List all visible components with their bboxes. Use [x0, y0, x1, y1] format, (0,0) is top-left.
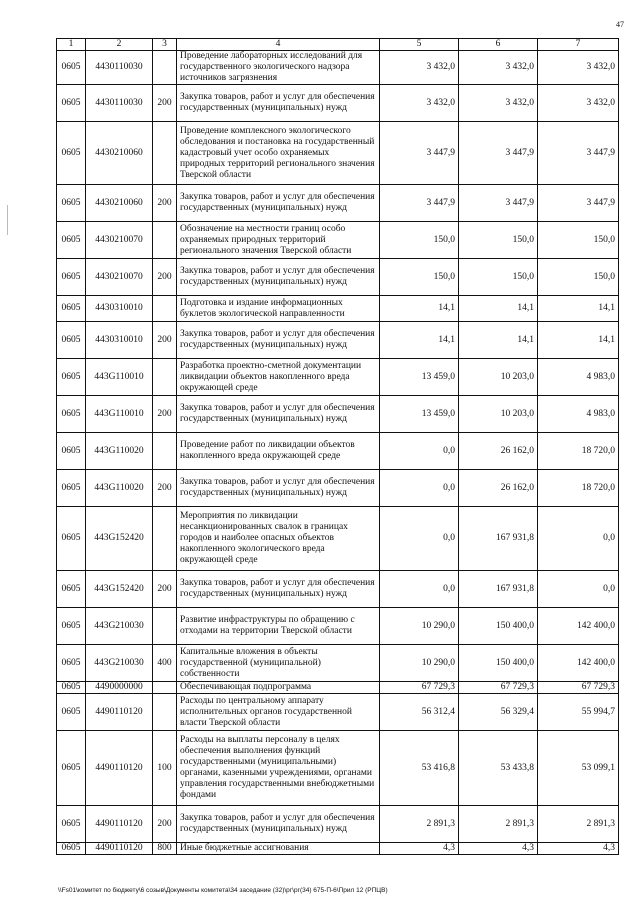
header-cell: 3 — [153, 39, 177, 51]
target-article-cell: 4430310010 — [86, 322, 153, 359]
expense-type-cell — [153, 433, 177, 470]
section-code-cell: 0605 — [57, 185, 86, 222]
table-row — [57, 571, 619, 608]
description-cell: Обеспечивающая подпрограмма — [177, 682, 380, 694]
expense-type-cell: 800 — [153, 843, 177, 855]
amount-year1-cell: 0,0 — [380, 433, 459, 470]
amount-year1-cell: 14,1 — [380, 322, 459, 359]
amount-year1-cell: 14,1 — [380, 296, 459, 322]
expense-type-cell: 200 — [153, 470, 177, 507]
target-article-cell: 4430210060 — [86, 185, 153, 222]
table-row — [57, 682, 619, 694]
section-code-cell: 0605 — [57, 694, 86, 731]
amount-year1-cell: 56 312,4 — [380, 694, 459, 731]
amount-year1-cell: 10 290,0 — [380, 608, 459, 645]
amount-year2-cell: 67 729,3 — [459, 682, 538, 694]
amount-year1-cell: 3 447,9 — [380, 122, 459, 185]
amount-year3-cell: 0,0 — [538, 507, 619, 571]
description-cell: Закупка товаров, работ и услуг для обеспечения государственных (муниципальных) нужд — [177, 571, 380, 608]
section-code-cell: 0605 — [57, 806, 86, 843]
description-cell: Мероприятия по ликвидации несанкционированных свалок в границах городов и наиболее опасных объектов накопленного экологического вреда окружающей среде — [177, 507, 380, 571]
amount-year3-cell: 14,1 — [538, 296, 619, 322]
table-row — [57, 645, 619, 682]
expense-type-cell: 200 — [153, 259, 177, 296]
amount-year1-cell: 13 459,0 — [380, 396, 459, 433]
section-code-cell: 0605 — [57, 85, 86, 122]
header-cell: 2 — [86, 39, 153, 51]
target-article-cell: 4490110120 — [86, 731, 153, 806]
section-code-cell: 0605 — [57, 645, 86, 682]
amount-year2-cell: 26 162,0 — [459, 470, 538, 507]
expense-type-cell — [153, 608, 177, 645]
section-code-cell: 0605 — [57, 322, 86, 359]
table-row — [57, 222, 619, 259]
section-code-cell: 0605 — [57, 222, 86, 259]
amount-year3-cell: 4 983,0 — [538, 396, 619, 433]
table-row — [57, 322, 619, 359]
table-row — [57, 694, 619, 731]
amount-year2-cell: 4,3 — [459, 843, 538, 855]
expense-type-cell: 200 — [153, 85, 177, 122]
header-cell: 4 — [177, 39, 380, 51]
target-article-cell: 4490110120 — [86, 806, 153, 843]
header-row — [57, 39, 619, 51]
description-cell: Капитальные вложения в объекты государственной (муниципальной) собственности — [177, 645, 380, 682]
amount-year3-cell: 55 994,7 — [538, 694, 619, 731]
amount-year2-cell: 150,0 — [459, 259, 538, 296]
amount-year2-cell: 150,0 — [459, 222, 538, 259]
amount-year3-cell: 3 432,0 — [538, 85, 619, 122]
amount-year3-cell: 4 983,0 — [538, 359, 619, 396]
description-cell: Расходы по центральному аппарату исполнительных органов государственной власти Тверской области — [177, 694, 380, 731]
amount-year2-cell: 26 162,0 — [459, 433, 538, 470]
description-cell: Закупка товаров, работ и услуг для обеспечения государственных (муниципальных) нужд — [177, 322, 380, 359]
section-code-cell: 0605 — [57, 51, 86, 85]
amount-year2-cell: 150 400,0 — [459, 608, 538, 645]
expense-type-cell — [153, 694, 177, 731]
amount-year3-cell: 53 099,1 — [538, 731, 619, 806]
target-article-cell: 443G110010 — [86, 359, 153, 396]
description-cell: Проведение комплексного экологического обследования и постановка на государственный кадастровый учет особо охраняемых природных территорий регионального значения Тверской области — [177, 122, 380, 185]
amount-year2-cell: 167 931,8 — [459, 571, 538, 608]
expense-type-cell — [153, 222, 177, 259]
target-article-cell: 443G110020 — [86, 433, 153, 470]
target-article-cell: 443G152420 — [86, 571, 153, 608]
amount-year3-cell: 4,3 — [538, 843, 619, 855]
header-cell: 1 — [57, 39, 86, 51]
description-cell: Разработка проектно-сметной документации ликвидации объектов накопленного вреда окружающей среде — [177, 359, 380, 396]
amount-year2-cell: 150 400,0 — [459, 645, 538, 682]
amount-year2-cell: 3 432,0 — [459, 85, 538, 122]
table-row — [57, 185, 619, 222]
expense-type-cell: 400 — [153, 645, 177, 682]
amount-year2-cell: 3 432,0 — [459, 51, 538, 85]
description-cell: Подготовка и издание информационных буклетов экологической направленности — [177, 296, 380, 322]
amount-year2-cell: 10 203,0 — [459, 396, 538, 433]
target-article-cell: 4430110030 — [86, 85, 153, 122]
expense-type-cell — [153, 507, 177, 571]
amount-year3-cell: 18 720,0 — [538, 433, 619, 470]
section-code-cell: 0605 — [57, 259, 86, 296]
expense-type-cell: 200 — [153, 322, 177, 359]
amount-year2-cell: 10 203,0 — [459, 359, 538, 396]
amount-year1-cell: 3 447,9 — [380, 185, 459, 222]
target-article-cell: 4430110030 — [86, 51, 153, 85]
table-row — [57, 608, 619, 645]
target-article-cell: 443G152420 — [86, 507, 153, 571]
amount-year1-cell: 0,0 — [380, 571, 459, 608]
table-row — [57, 359, 619, 396]
amount-year2-cell: 56 329,4 — [459, 694, 538, 731]
table-row — [57, 731, 619, 806]
description-cell: Закупка товаров, работ и услуг для обеспечения государственных (муниципальных) нужд — [177, 259, 380, 296]
expense-type-cell — [153, 296, 177, 322]
section-code-cell: 0605 — [57, 470, 86, 507]
amount-year3-cell: 18 720,0 — [538, 470, 619, 507]
amount-year3-cell: 14,1 — [538, 322, 619, 359]
amount-year3-cell: 3 432,0 — [538, 51, 619, 85]
amount-year2-cell: 14,1 — [459, 322, 538, 359]
amount-year3-cell: 3 447,9 — [538, 122, 619, 185]
expense-type-cell: 100 — [153, 731, 177, 806]
amount-year1-cell: 150,0 — [380, 259, 459, 296]
expense-type-cell: 200 — [153, 185, 177, 222]
header-cell: 7 — [538, 39, 619, 51]
amount-year1-cell: 3 432,0 — [380, 85, 459, 122]
section-code-cell: 0605 — [57, 571, 86, 608]
header-cell: 5 — [380, 39, 459, 51]
description-cell: Проведение лабораторных исследований для государственного экологического надзора источников загрязнения — [177, 51, 380, 85]
description-cell: Обозначение на местности границ особо охраняемых природных территорий регионального значения Тверской области — [177, 222, 380, 259]
table-row — [57, 122, 619, 185]
amount-year1-cell: 2 891,3 — [380, 806, 459, 843]
target-article-cell: 443G210030 — [86, 608, 153, 645]
section-code-cell: 0605 — [57, 608, 86, 645]
amount-year2-cell: 53 433,8 — [459, 731, 538, 806]
table-row — [57, 296, 619, 322]
table-row — [57, 85, 619, 122]
expense-type-cell — [153, 359, 177, 396]
section-code-cell: 0605 — [57, 433, 86, 470]
section-code-cell: 0605 — [57, 682, 86, 694]
section-code-cell: 0605 — [57, 507, 86, 571]
target-article-cell: 4490110120 — [86, 843, 153, 855]
amount-year2-cell: 167 931,8 — [459, 507, 538, 571]
margin-mark — [7, 205, 8, 235]
amount-year1-cell: 67 729,3 — [380, 682, 459, 694]
page-number: 47 — [616, 20, 624, 29]
expense-type-cell: 200 — [153, 806, 177, 843]
header-cell: 6 — [459, 39, 538, 51]
amount-year3-cell: 142 400,0 — [538, 608, 619, 645]
description-cell: Проведение работ по ликвидации объектов накопленного вреда окружающей среде — [177, 433, 380, 470]
target-article-cell: 4430210070 — [86, 259, 153, 296]
amount-year1-cell: 0,0 — [380, 470, 459, 507]
section-code-cell: 0605 — [57, 396, 86, 433]
amount-year3-cell: 0,0 — [538, 571, 619, 608]
target-article-cell: 443G110010 — [86, 396, 153, 433]
target-article-cell: 4430210060 — [86, 122, 153, 185]
budget-table — [56, 38, 619, 855]
target-article-cell: 4490110120 — [86, 694, 153, 731]
amount-year1-cell: 13 459,0 — [380, 359, 459, 396]
amount-year1-cell: 0,0 — [380, 507, 459, 571]
expense-type-cell — [153, 51, 177, 85]
amount-year3-cell: 3 447,9 — [538, 185, 619, 222]
section-code-cell: 0605 — [57, 122, 86, 185]
footer-file-path: \\Fs01\комитет по бюджету\6 созыв\Документы комитета\34 заседание (32)\рг\рг(34) 675-П-6\Прил 12 (РПЦВ) — [58, 887, 388, 894]
description-cell: Закупка товаров, работ и услуг для обеспечения государственных (муниципальных) нужд — [177, 85, 380, 122]
table-row — [57, 843, 619, 855]
expense-type-cell: 200 — [153, 571, 177, 608]
description-cell: Иные бюджетные ассигнования — [177, 843, 380, 855]
expense-type-cell: 200 — [153, 396, 177, 433]
section-code-cell: 0605 — [57, 731, 86, 806]
target-article-cell: 4430210070 — [86, 222, 153, 259]
table-row — [57, 806, 619, 843]
description-cell: Расходы на выплаты персоналу в целях обеспечения выполнения функций государственными (муниципальными) органами, казенными учреждениями, органами управления государственными внебюджетными фондами — [177, 731, 380, 806]
amount-year3-cell: 2 891,3 — [538, 806, 619, 843]
table-row — [57, 470, 619, 507]
amount-year1-cell: 4,3 — [380, 843, 459, 855]
section-code-cell: 0605 — [57, 843, 86, 855]
amount-year1-cell: 150,0 — [380, 222, 459, 259]
amount-year1-cell: 10 290,0 — [380, 645, 459, 682]
amount-year3-cell: 142 400,0 — [538, 645, 619, 682]
amount-year1-cell: 53 416,8 — [380, 731, 459, 806]
table-row — [57, 433, 619, 470]
description-cell: Закупка товаров, работ и услуг для обеспечения государственных (муниципальных) нужд — [177, 470, 380, 507]
amount-year2-cell: 3 447,9 — [459, 185, 538, 222]
target-article-cell: 443G210030 — [86, 645, 153, 682]
section-code-cell: 0605 — [57, 359, 86, 396]
expense-type-cell — [153, 122, 177, 185]
description-cell: Развитие инфраструктуры по обращению с отходами на территории Тверской области — [177, 608, 380, 645]
target-article-cell: 443G110020 — [86, 470, 153, 507]
amount-year3-cell: 150,0 — [538, 259, 619, 296]
amount-year2-cell: 14,1 — [459, 296, 538, 322]
description-cell: Закупка товаров, работ и услуг для обеспечения государственных (муниципальных) нужд — [177, 396, 380, 433]
description-cell: Закупка товаров, работ и услуг для обеспечения государственных (муниципальных) нужд — [177, 185, 380, 222]
amount-year2-cell: 2 891,3 — [459, 806, 538, 843]
amount-year3-cell: 67 729,3 — [538, 682, 619, 694]
table-row — [57, 396, 619, 433]
target-article-cell: 4490000000 — [86, 682, 153, 694]
section-code-cell: 0605 — [57, 296, 86, 322]
description-cell: Закупка товаров, работ и услуг для обеспечения государственных (муниципальных) нужд — [177, 806, 380, 843]
amount-year3-cell: 150,0 — [538, 222, 619, 259]
table-row — [57, 507, 619, 571]
table-row — [57, 51, 619, 85]
amount-year1-cell: 3 432,0 — [380, 51, 459, 85]
expense-type-cell — [153, 682, 177, 694]
target-article-cell: 4430310010 — [86, 296, 153, 322]
table-row — [57, 259, 619, 296]
amount-year2-cell: 3 447,9 — [459, 122, 538, 185]
